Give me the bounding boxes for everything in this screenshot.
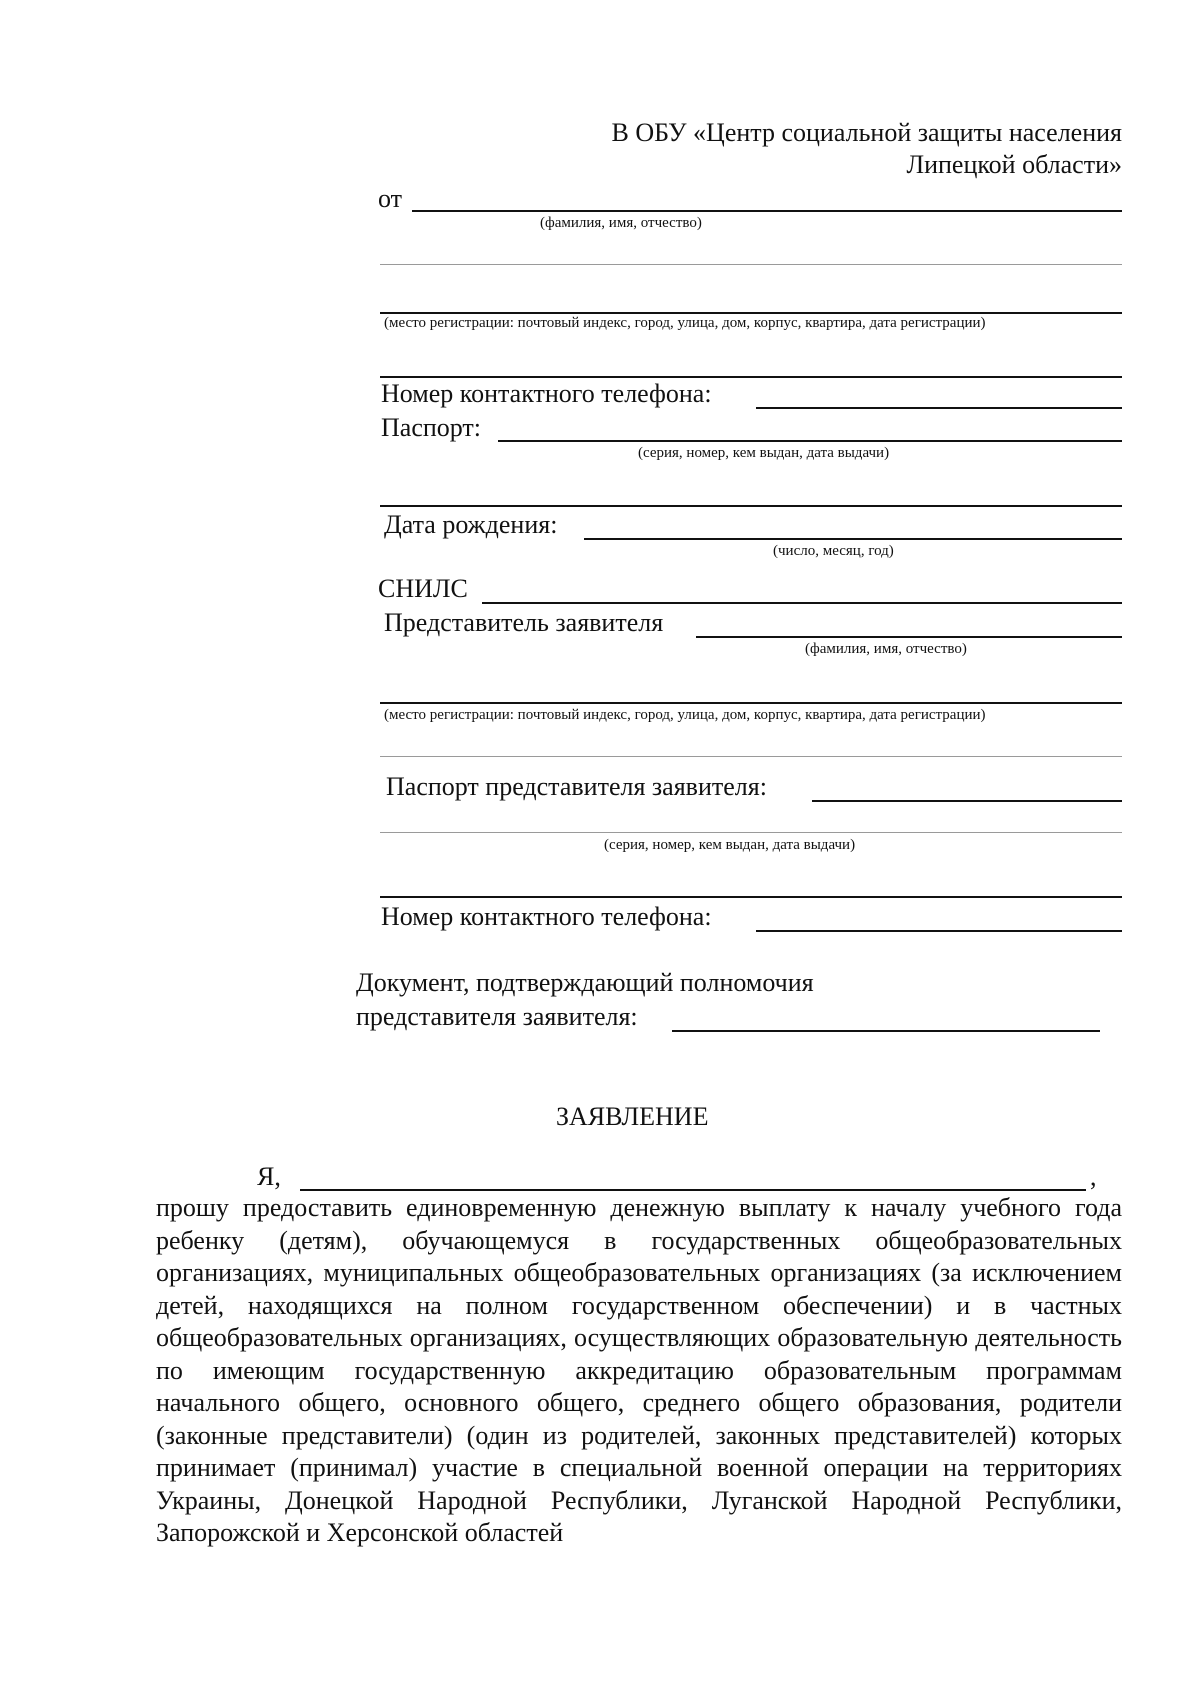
applicant-passport-line-2[interactable] — [380, 505, 1122, 507]
addressee-line-1: В ОБУ «Центр социальной защиты населения — [611, 118, 1122, 147]
authority-doc-line[interactable] — [672, 1030, 1100, 1032]
representative-extra-line[interactable] — [380, 756, 1122, 757]
applicant-passport-line[interactable] — [498, 440, 1122, 442]
snils-label: СНИЛС — [378, 574, 468, 603]
representative-address-caption: (место регистрации: почтовый индекс, город, улица, дом, корпус, квартира, дата регистрации) — [384, 707, 986, 723]
statement-comma: , — [1090, 1162, 1097, 1191]
representative-passport-line-3[interactable] — [380, 896, 1122, 898]
representative-passport-line-2[interactable] — [380, 832, 1122, 833]
applicant-fio-line[interactable] — [412, 210, 1122, 212]
applicant-phone-line[interactable] — [756, 407, 1122, 409]
applicant-extra-line[interactable] — [380, 264, 1122, 265]
authority-doc-label-1: Документ, подтверждающий полномочия — [356, 968, 814, 997]
applicant-fio-caption: (фамилия, имя, отчество) — [540, 215, 702, 231]
applicant-passport-caption: (серия, номер, кем выдан, дата выдачи) — [638, 445, 890, 461]
statement-title: ЗАЯВЛЕНИЕ — [556, 1102, 709, 1131]
applicant-address-line-2[interactable] — [380, 376, 1122, 378]
authority-doc-label-2: представителя заявителя: — [356, 1002, 638, 1031]
representative-passport-caption: (серия, номер, кем выдан, дата выдачи) — [604, 837, 856, 853]
representative-passport-label: Паспорт представителя заявителя: — [386, 772, 767, 801]
birth-date-line[interactable] — [584, 538, 1122, 540]
applicant-phone-label: Номер контактного телефона: — [381, 379, 712, 408]
statement-ya: Я, — [257, 1162, 281, 1191]
representative-address-line[interactable] — [380, 702, 1122, 704]
addressee-line-2: Липецкой области» — [906, 150, 1122, 179]
representative-fio-caption: (фамилия, имя, отчество) — [805, 641, 967, 657]
representative-passport-line[interactable] — [812, 800, 1122, 802]
statement-body: прошу предоставить единовременную денежную выплату к началу учебного года ребенку (детям), обучающемуся в государственных общеобразовательных организациях, муниципальных общеобразовательных организациях (за исключением детей, находящихся на полном государственном обеспечении) и в частных общеобразовательных организациях, осуществляющих образовательную деятельность по имеющим государственную аккредитацию образовательным программам начального общего, основного общего, среднего общего образования, родители (законные представители) (один из родителей, законных представителей) которых принимает (принимал) участие в специальной военной операции на территориях Украины, Донецкой Народной Республики, Луганской Народной Республики, Запорожской и Херсонской областей — [156, 1193, 1122, 1547]
representative-fio-line[interactable] — [696, 636, 1122, 638]
applicant-passport-label: Паспорт: — [381, 413, 482, 442]
from-label: от — [378, 184, 403, 213]
representative-phone-line[interactable] — [756, 930, 1122, 932]
birth-date-caption: (число, месяц, год) — [773, 543, 894, 559]
birth-date-label: Дата рождения: — [384, 510, 558, 539]
representative-phone-label: Номер контактного телефона: — [381, 902, 712, 931]
statement-name-line[interactable] — [300, 1189, 1086, 1191]
applicant-address-caption: (место регистрации: почтовый индекс, город, улица, дом, корпус, квартира, дата регистрации) — [384, 315, 986, 331]
representative-label: Представитель заявителя — [384, 608, 664, 637]
snils-line[interactable] — [482, 602, 1122, 604]
